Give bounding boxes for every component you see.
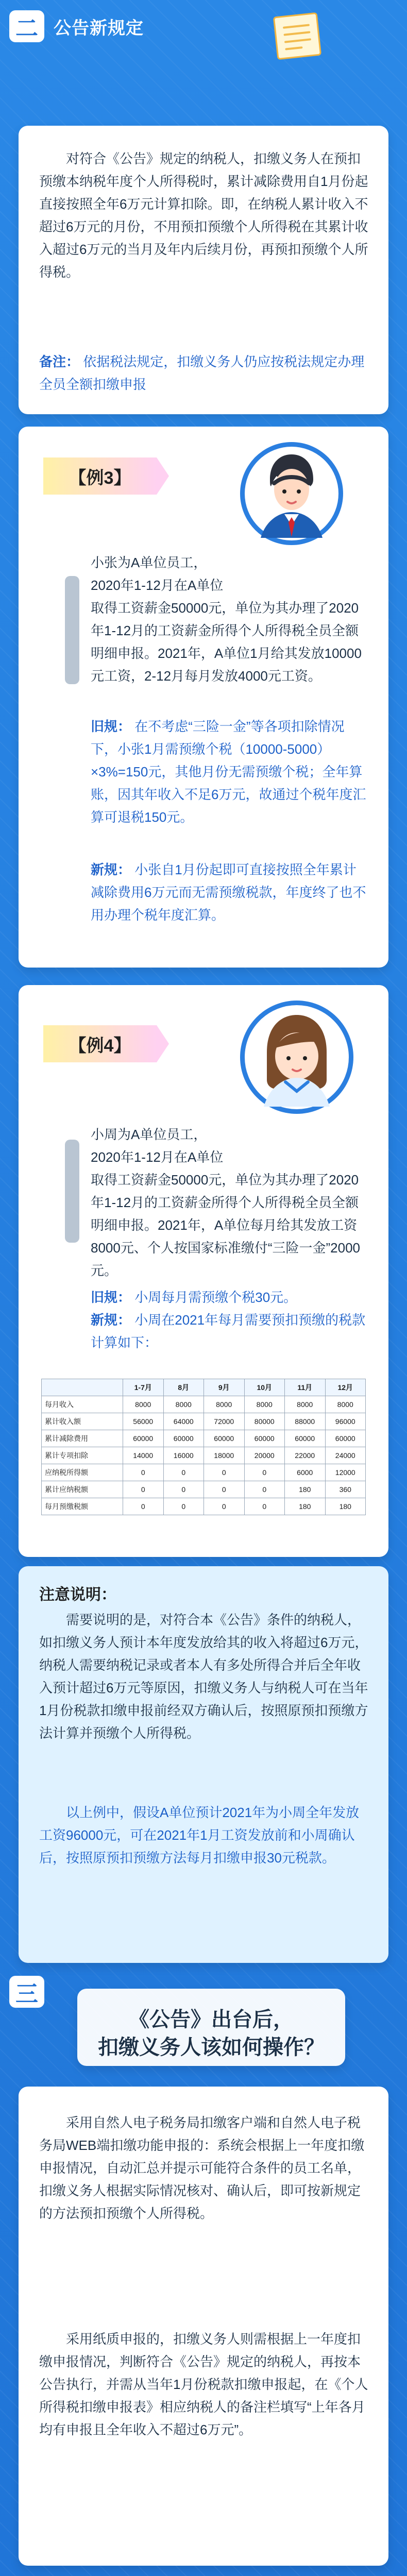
table-cell: 0 — [244, 1481, 285, 1498]
new-rule-label: 新规： — [91, 1312, 131, 1328]
note-text: 依据税法规定，扣缴义务人仍应按税法规定办理全员全额扣缴申报 — [39, 354, 365, 392]
table-cell: 0 — [163, 1481, 204, 1498]
section-3-body-card — [19, 2087, 388, 2566]
avatar — [240, 442, 343, 545]
table-cell: 18000 — [204, 1447, 245, 1464]
table-cell: 20000 — [244, 1447, 285, 1464]
new-rules-card — [19, 126, 388, 414]
table-cell: 8000 — [325, 1396, 366, 1413]
table-cell: 累计应纳税额 — [42, 1481, 123, 1498]
document-icon — [273, 12, 321, 60]
table-cell: 180 — [285, 1481, 326, 1498]
table-cell: 8000 — [204, 1396, 245, 1413]
table-cell: 64000 — [163, 1413, 204, 1430]
binder-clip — [65, 1140, 79, 1243]
example-4-intro-2: 2020年1-12月在A单位 — [91, 1149, 224, 1165]
table-cell: 80000 — [244, 1413, 285, 1430]
example-4-intro-3: 取得工资薪金50000元，单位为其办理了2020年1-12月的工资薪金所得个人所得税全员全额明细申报。2021年，A单位每月给其发放工资8000元、个人按国家标准缴付“三险一金”2000元。 — [91, 1172, 360, 1278]
table-header-cell: 9月 — [204, 1379, 245, 1396]
old-rule-text: 在不考虑“三险一金”等各项扣除情况下，小张1月需预缴个税（10000-5000）×3%=150元，其他月份无需预缴个税；全年算账，因其年收入不足6万元，故通过个税年度汇算可退税150元。 — [91, 719, 366, 825]
table-cell: 0 — [204, 1498, 245, 1515]
table-cell: 60000 — [163, 1430, 204, 1447]
example-4-label: 【例4】 — [43, 1025, 157, 1062]
table-header-cell: 11月 — [285, 1379, 326, 1396]
old-rule-label: 旧规： — [91, 719, 131, 734]
table-cell: 60000 — [204, 1430, 245, 1447]
section-2-header — [9, 10, 144, 42]
table-cell: 12000 — [325, 1464, 366, 1481]
table-row — [42, 1464, 366, 1481]
new-rule-text: 小张自1月份起即可直接按照全年累计减除费用6万元而无需预缴税款，年度终了也不用办理个税年度汇算。 — [91, 862, 366, 923]
notes-card — [19, 1566, 388, 1963]
example-4-intro-1: 小周为A单位员工， — [91, 1127, 207, 1142]
table-cell: 60000 — [325, 1430, 366, 1447]
table-cell: 每月预缴税额 — [42, 1498, 123, 1515]
table-cell: 6000 — [285, 1464, 326, 1481]
avatar — [240, 1001, 353, 1114]
table-row — [42, 1396, 366, 1413]
table-cell: 88000 — [285, 1413, 326, 1430]
table-cell: 0 — [244, 1464, 285, 1481]
table-cell: 96000 — [325, 1413, 366, 1430]
table-cell: 0 — [244, 1498, 285, 1515]
table-cell: 60000 — [285, 1430, 326, 1447]
section-3-paragraph-1: 采用自然人电子税务局扣缴客户端和自然人电子税务局WEB端扣缴功能申报的：系统会根据上一年度扣缴申报情况，自动汇总并提示可能符合条件的员工名单，扣缴义务人根据实际情况核对、确认后，即可按新规定的方法预扣预缴个人所得税。 — [39, 2115, 365, 2221]
table-cell: 累计减除费用 — [42, 1430, 123, 1447]
section-3-title-line-2: 扣缴义务人该如何操作？ — [98, 2036, 325, 2059]
table-header-cell: 10月 — [244, 1379, 285, 1396]
example-3-card — [19, 427, 388, 968]
example-3-intro-1: 小张为A单位员工， — [91, 555, 207, 570]
new-rules-paragraph: 对符合《公告》规定的纳税人，扣缴义务人在预扣预缴本纳税年度个人所得税时，累计减除费用自1月份起直接按照全年6万元计算扣除。即，在纳税人累计收入不超过6万元的月份，不用预扣预缴个人所得税在其累计收入超过6万元的当月及年内后续月份，再预扣预缴个人所得税。 — [39, 151, 368, 280]
example-3-intro-3: 取得工资薪金50000元，单位为其办理了2020年1-12月的工资薪金所得个人所得税全员全额明细申报。2021年，A单位1月给其发放10000元工资，2-12月每月发放4000元工资。 — [91, 600, 362, 684]
table-cell: 24000 — [325, 1447, 366, 1464]
male-avatar-icon — [240, 442, 343, 545]
table-cell: 8000 — [163, 1396, 204, 1413]
table-cell: 180 — [285, 1498, 326, 1515]
table-cell: 8000 — [285, 1396, 326, 1413]
section-3-paragraph-2: 采用纸质申报的，扣缴义务人则需根据上一年度扣缴申报情况，判断符合《公告》规定的纳税人，再按本公告执行，并需从当年1月份税款扣缴申报起，在《个人所得税扣缴申报表》相应纳税人的备注栏填写“上年各月均有申报且全年收入不超过6万元”。 — [39, 2331, 368, 2437]
table-cell: 8000 — [123, 1396, 164, 1413]
table-row — [42, 1430, 366, 1447]
table-cell: 每月收入 — [42, 1396, 123, 1413]
table-header-cell: 12月 — [325, 1379, 366, 1396]
table-cell: 0 — [204, 1481, 245, 1498]
example-4-card — [19, 985, 388, 1557]
female-avatar-icon — [240, 1001, 353, 1114]
table-cell: 56000 — [123, 1413, 164, 1430]
table-cell: 22000 — [285, 1447, 326, 1464]
notes-title: 注意说明： — [39, 1586, 116, 1603]
example-3-label: 【例3】 — [43, 457, 157, 495]
table-cell: 60000 — [244, 1430, 285, 1447]
section-3-header — [9, 1976, 44, 2008]
section-title: 公告新规定 — [54, 18, 144, 38]
note-label: 备注： — [39, 354, 80, 369]
old-rule-label: 旧规： — [91, 1290, 131, 1305]
table-cell: 0 — [123, 1464, 164, 1481]
table-cell: 应纳税所得额 — [42, 1464, 123, 1481]
table-cell: 累计专项扣除 — [42, 1447, 123, 1464]
table-header-row — [42, 1379, 366, 1396]
table-cell: 0 — [163, 1498, 204, 1515]
table-cell: 14000 — [123, 1447, 164, 1464]
table-row — [42, 1498, 366, 1515]
table-row — [42, 1481, 366, 1498]
table-cell: 0 — [123, 1498, 164, 1515]
table-cell: 16000 — [163, 1447, 204, 1464]
table-cell: 8000 — [244, 1396, 285, 1413]
table-header-cell — [42, 1379, 123, 1396]
table-cell: 累计收入额 — [42, 1413, 123, 1430]
table-cell: 0 — [163, 1464, 204, 1481]
old-rule-text: 小周每月需预缴个税30元。 — [134, 1290, 297, 1305]
table-header-cell: 1-7月 — [123, 1379, 164, 1396]
table-row — [42, 1447, 366, 1464]
example-3-intro-2: 2020年1-12月在A单位 — [91, 578, 224, 593]
table-cell: 360 — [325, 1481, 366, 1498]
table-cell: 0 — [123, 1481, 164, 1498]
table-header-cell: 8月 — [163, 1379, 204, 1396]
notes-paragraph-2: 以上例中，假设A单位预计2021年为小周全年发放工资96000元，可在2021年1月工资发放前和小周确认后，按照原预扣预缴方法每月扣缴申报30元税款。 — [39, 1805, 360, 1866]
notes-paragraph-1: 需要说明的是，对符合本《公告》条件的纳税人，如扣缴义务人预计本年度发放给其的收入将超过6万元，纳税人需要纳税记录或者本人有多处所得合并后全年收入预计超过6万元等原因，扣缴义务人与纳税人可在当年1月份税款扣缴申报前经双方确认后，按照原预扣预缴方法计算并预缴个人所得税。 — [39, 1612, 368, 1741]
section-number: 二 — [9, 10, 44, 42]
new-rule-label: 新规： — [91, 862, 131, 877]
binder-clip — [65, 576, 79, 684]
table-row — [42, 1413, 366, 1430]
section-number: 三 — [9, 1976, 44, 2008]
table-cell: 60000 — [123, 1430, 164, 1447]
tax-table — [41, 1379, 366, 1515]
table-cell: 0 — [204, 1464, 245, 1481]
table-cell: 180 — [325, 1498, 366, 1515]
new-rule-text: 小周在2021年每月需要预扣预缴的税款计算如下： — [91, 1312, 366, 1350]
section-3-title-card — [77, 1989, 345, 2066]
table-cell: 72000 — [204, 1413, 245, 1430]
section-3-title-line-1: 《公告》出台后， — [129, 2008, 294, 2031]
